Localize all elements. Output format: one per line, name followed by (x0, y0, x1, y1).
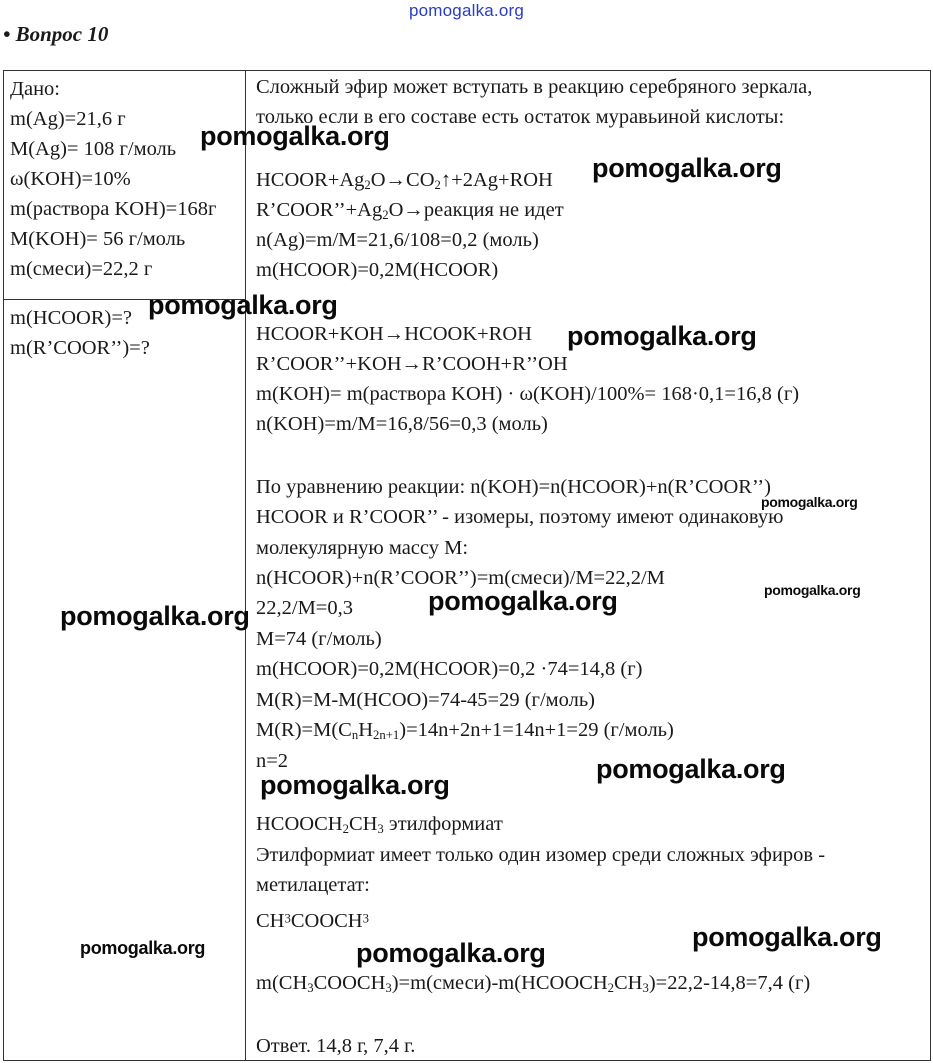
watermark: pomogalka.org (764, 582, 861, 598)
watermark: pomogalka.org (80, 938, 206, 958)
calc-m-hcoor-value: m(HCOOR)=0,2M(HCOOR)=0,2 ·74=14,8 (г) (256, 658, 643, 680)
equation-rcoor-koh: R’COOR’’+KOH→R’COOH+R’’OH (256, 353, 568, 375)
watermark: pomogalka.org (356, 938, 546, 968)
given-ag-mass: m(Ag)=21,6 г (10, 108, 126, 130)
watermark: pomogalka.org (260, 770, 450, 800)
watermark: pomogalka.org (761, 494, 858, 510)
solution-intro-1: Сложный эфир может вступать в реакцию серебряного зеркала, (256, 76, 813, 98)
table-border-top (3, 70, 931, 71)
isomers-text-2: молекулярную массу M: (256, 537, 469, 559)
calc-m-r-formula: $M(R)=M(C_nH_{2n+1})=14n+2n+1=14n+1=29$ (г/моль) (256, 719, 674, 743)
watermark: pomogalka.org (592, 153, 782, 183)
equation-hcoor-koh: HCOOR+KOH→HCOOK+ROH (256, 323, 532, 345)
isomer-text-2: метилацетат: (256, 874, 370, 896)
given-mix-mass: m(смеси)=22,2 г (10, 258, 153, 280)
by-equation-text: По уравнению реакции: n(KOH)=n(HCOOR)+n(R’COOR’’) (256, 476, 771, 498)
given-koh-fraction: ω(KOH)=10% (10, 168, 131, 190)
watermark: pomogalka.org (567, 321, 757, 351)
table-border-left (3, 70, 4, 1061)
find-ester2: m(R’COOR’’)=? (10, 337, 150, 359)
final-mass-calc: $m(CH_3COOCH_3)=m(смеси)-m(HCOOCH_2CH_3)=22,2-14,8=7,4$ (г) (256, 972, 811, 996)
isomers-text-1: HCOOR и R’COOR’’ - изомеры, поэтому имеют одинаковую (256, 506, 784, 528)
answer-line: Ответ. 14,8 г, 7,4 г. (256, 1035, 416, 1057)
find-ester1: m(HCOOR)=? (10, 307, 133, 329)
isomer-text-1: Этилформиат имеет только один изомер среди сложных эфиров - (256, 844, 826, 866)
watermark: pomogalka.org (200, 121, 390, 151)
equation-silver-mirror: $HCOOR+Ag_2O\to CO_2↑+2Ag+ROH$ (256, 169, 553, 193)
watermark: pomogalka.org (692, 922, 882, 952)
sum-equation: n(HCOOR)+n(R’COOR’’)=m(смеси)/M=22,2/M (256, 567, 665, 589)
given-koh-molar: M(KOH)= 56 г/моль (10, 228, 186, 250)
table-border-right (930, 70, 931, 1061)
given-header: Дано: (10, 78, 60, 100)
watermark: pomogalka.org (428, 586, 618, 616)
calc-m-koh: m(KOH)= m(раствора KOH) · ω(KOH)/100%= 168·0,1=16,8 (г) (256, 383, 800, 405)
molar-mass-result: M=74 (г/моль) (256, 628, 382, 650)
ratio-equation: 22,2/M=0,3 (256, 597, 353, 619)
n-value: n=2 (256, 750, 289, 772)
solution-intro-2: только если в его составе есть остаток муравьиной кислоты: (256, 106, 785, 128)
watermark: pomogalka.org (60, 601, 250, 631)
watermark: pomogalka.org (596, 754, 786, 784)
calc-m-r: M(R)=M-M(HCOO)=74-45=29 (г/моль) (256, 689, 596, 711)
methyl-acetate-formula: $CH^3COOCH^3$ (256, 910, 369, 932)
calc-m-hcoor: m(HCOOR)=0,2M(HCOOR) (256, 259, 499, 281)
ester-formula: $HCOOCH_2CH_3$ этилформиат (256, 813, 503, 837)
site-url-header[interactable]: pomogalka.org (408, 1, 525, 20)
table-column-divider (245, 70, 246, 1061)
question-title: • Вопрос 10 (3, 22, 109, 46)
calc-n-koh: n(KOH)=m/M=16,8/56=0,3 (моль) (256, 413, 548, 435)
table-border-bottom (3, 1060, 931, 1061)
given-koh-solution: m(раствора KOH)=168г (10, 198, 217, 220)
given-ag-molar: M(Ag)= 108 г/моль (10, 138, 177, 160)
equation-no-reaction: $R’COOR’’+Ag_2O\to реакция$ не идет (256, 199, 564, 223)
watermark: pomogalka.org (148, 290, 338, 320)
calc-n-ag: n(Ag)=m/M=21,6/108=0,2 (моль) (256, 229, 539, 251)
